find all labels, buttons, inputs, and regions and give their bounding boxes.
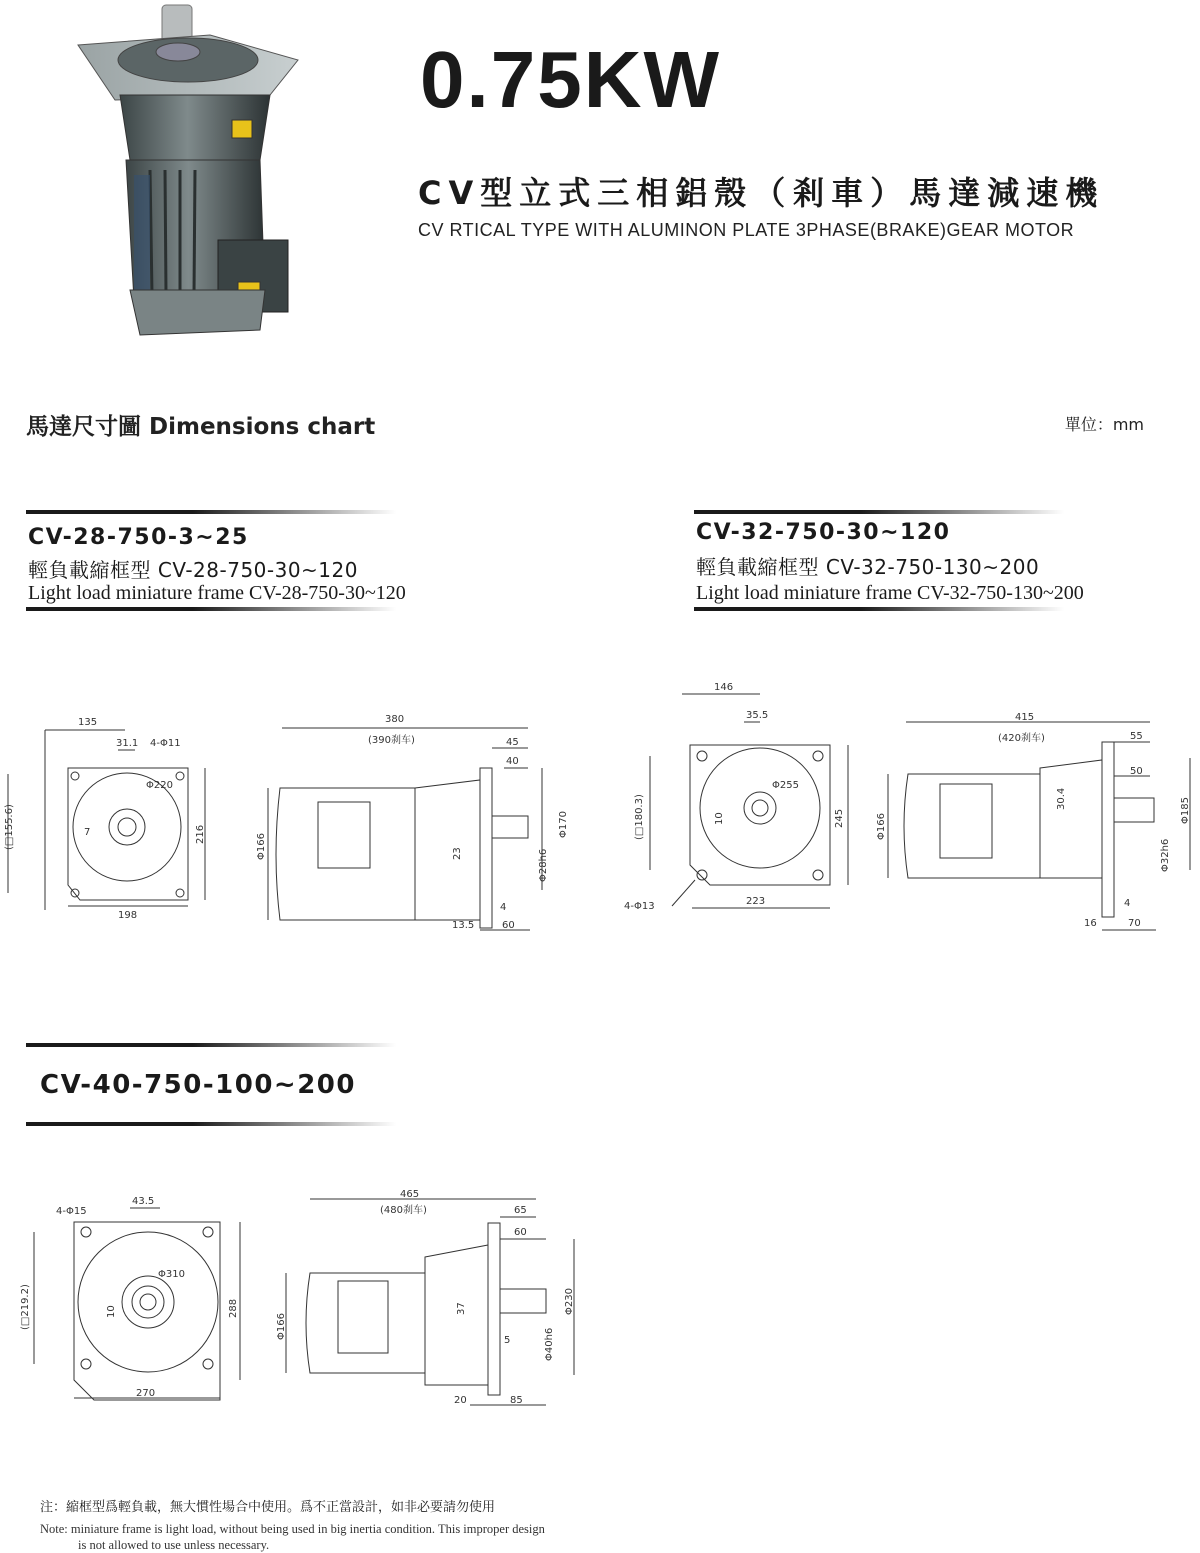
dim-offset: 10 bbox=[106, 1305, 117, 1318]
dim-4: 4 bbox=[500, 902, 507, 913]
section-rule-bottom bbox=[26, 607, 396, 611]
section-rule-top bbox=[694, 510, 1064, 514]
dim-135: 135 bbox=[78, 717, 98, 728]
dim-shaft: Φ28h6 bbox=[538, 848, 549, 882]
note-en bbox=[40, 1521, 680, 1553]
dim-square: (□155.6) bbox=[4, 804, 15, 850]
dim-40: 40 bbox=[506, 756, 519, 767]
dim-85: 85 bbox=[510, 1395, 523, 1406]
section-rule-bottom bbox=[26, 1122, 396, 1126]
section-rule-top bbox=[26, 510, 396, 514]
dim-223: 223 bbox=[746, 896, 766, 907]
dim-43: 43.5 bbox=[132, 1196, 155, 1207]
dim-415: 415 bbox=[1015, 712, 1035, 723]
dim-45: 45 bbox=[506, 737, 519, 748]
dim-55: 55 bbox=[1130, 731, 1143, 742]
dim-65: 65 bbox=[514, 1205, 527, 1216]
dim-288: 288 bbox=[228, 1298, 239, 1318]
cv32-side-drawing bbox=[870, 710, 1200, 940]
section-rule-bottom bbox=[694, 607, 1064, 611]
dim-phi170: Φ170 bbox=[558, 811, 569, 838]
section-rule-top bbox=[26, 1043, 396, 1047]
dim-brake: (480刹车) bbox=[380, 1205, 427, 1216]
dim-4: 4 bbox=[1124, 898, 1131, 909]
dim-pcd: Φ310 bbox=[158, 1269, 185, 1280]
dim-phi230: Φ230 bbox=[564, 1288, 575, 1315]
dim-offset: 7 bbox=[84, 827, 91, 838]
dim-phi166: Φ166 bbox=[256, 833, 267, 860]
product-title-en: CV RTICAL TYPE WITH ALUMINON PLATE 3PHASE(BRAKE)GEAR MOTOR bbox=[418, 220, 1075, 240]
dim-60: 60 bbox=[502, 920, 515, 931]
dim-phi185: Φ185 bbox=[1180, 797, 1191, 824]
dim-380: 380 bbox=[385, 714, 405, 725]
model-cv40: CV-40-750-100~200 bbox=[40, 1070, 356, 1100]
dim-16: 16 bbox=[1084, 918, 1097, 929]
dim-offset: 10 bbox=[714, 812, 725, 825]
model-cv28-sub-cn: 輕負載縮框型 CV-28-750-30~120 bbox=[28, 558, 358, 582]
dim-square: (□219.2) bbox=[20, 1284, 31, 1330]
dim-31: 31.1 bbox=[116, 738, 139, 749]
product-title-cn: CV型立式三相鋁殼（剎車）馬達減速機 bbox=[418, 174, 1105, 212]
dim-60: 60 bbox=[514, 1227, 527, 1238]
dim-23: 23 bbox=[452, 847, 463, 860]
dim-270: 270 bbox=[136, 1388, 156, 1399]
cv40-side-drawing bbox=[270, 1185, 590, 1415]
dim-50: 50 bbox=[1130, 766, 1143, 777]
model-cv28: CV-28-750-3~25 bbox=[28, 525, 249, 550]
dim-shaft: Φ40h6 bbox=[544, 1327, 555, 1361]
note-cn: 注：縮框型爲輕負載，無大慣性場合中使用。爲不正當設計，如非必要請勿使用 bbox=[40, 1500, 496, 1515]
cv28-side-drawing bbox=[250, 710, 580, 935]
dim-shaft: Φ32h6 bbox=[1160, 838, 1171, 872]
note-en-line2: is not allowed to use unless necessary. bbox=[78, 1538, 270, 1552]
model-cv32: CV-32-750-30~120 bbox=[696, 520, 951, 545]
dim-30: 30.4 bbox=[1056, 787, 1067, 810]
dim-pcd: Φ220 bbox=[146, 780, 173, 791]
unit-label: 單位：mm bbox=[1064, 415, 1144, 434]
dimensions-chart-heading: 馬達尺寸圖 Dimensions chart bbox=[26, 414, 376, 440]
power-rating: 0.75KW bbox=[420, 35, 721, 124]
cv28-front-drawing bbox=[0, 710, 230, 925]
dim-pcd: Φ255 bbox=[772, 780, 799, 791]
dim-20: 20 bbox=[454, 1395, 467, 1406]
dim-70: 70 bbox=[1128, 918, 1141, 929]
dim-245: 245 bbox=[834, 808, 845, 828]
dim-phi166: Φ166 bbox=[276, 1313, 287, 1340]
dim-holes: 4-Φ15 bbox=[56, 1206, 87, 1217]
cv32-front-drawing bbox=[620, 680, 860, 920]
dim-holes: 4-Φ13 bbox=[624, 901, 655, 912]
note-en-line1: Note: miniature frame is light load, without being used in big inertia condition. This improper design bbox=[40, 1522, 545, 1536]
dim-brake: (420刹车) bbox=[998, 733, 1045, 744]
dim-13: 13.5 bbox=[452, 920, 475, 931]
dim-216: 216 bbox=[195, 824, 206, 844]
dim-465: 465 bbox=[400, 1189, 420, 1200]
dim-brake: (390刹车) bbox=[368, 735, 415, 746]
gear-motor-image bbox=[60, 0, 310, 345]
dim-198: 198 bbox=[118, 910, 138, 921]
dim-5: 5 bbox=[504, 1335, 511, 1346]
cv40-front-drawing bbox=[0, 1190, 260, 1415]
dim-square: (□180.3) bbox=[634, 794, 645, 840]
model-cv32-sub-cn: 輕負載縮框型 CV-32-750-130~200 bbox=[696, 555, 1040, 579]
dim-holes: 4-Φ11 bbox=[150, 738, 181, 749]
model-cv32-sub-en: Light load miniature frame CV-32-750-130~200 bbox=[696, 582, 1084, 604]
dim-phi166: Φ166 bbox=[876, 813, 887, 840]
dim-37: 37 bbox=[456, 1302, 467, 1315]
dim-35: 35.5 bbox=[746, 710, 769, 721]
dim-146: 146 bbox=[714, 682, 734, 693]
model-cv28-sub-en: Light load miniature frame CV-28-750-30~120 bbox=[28, 582, 406, 604]
